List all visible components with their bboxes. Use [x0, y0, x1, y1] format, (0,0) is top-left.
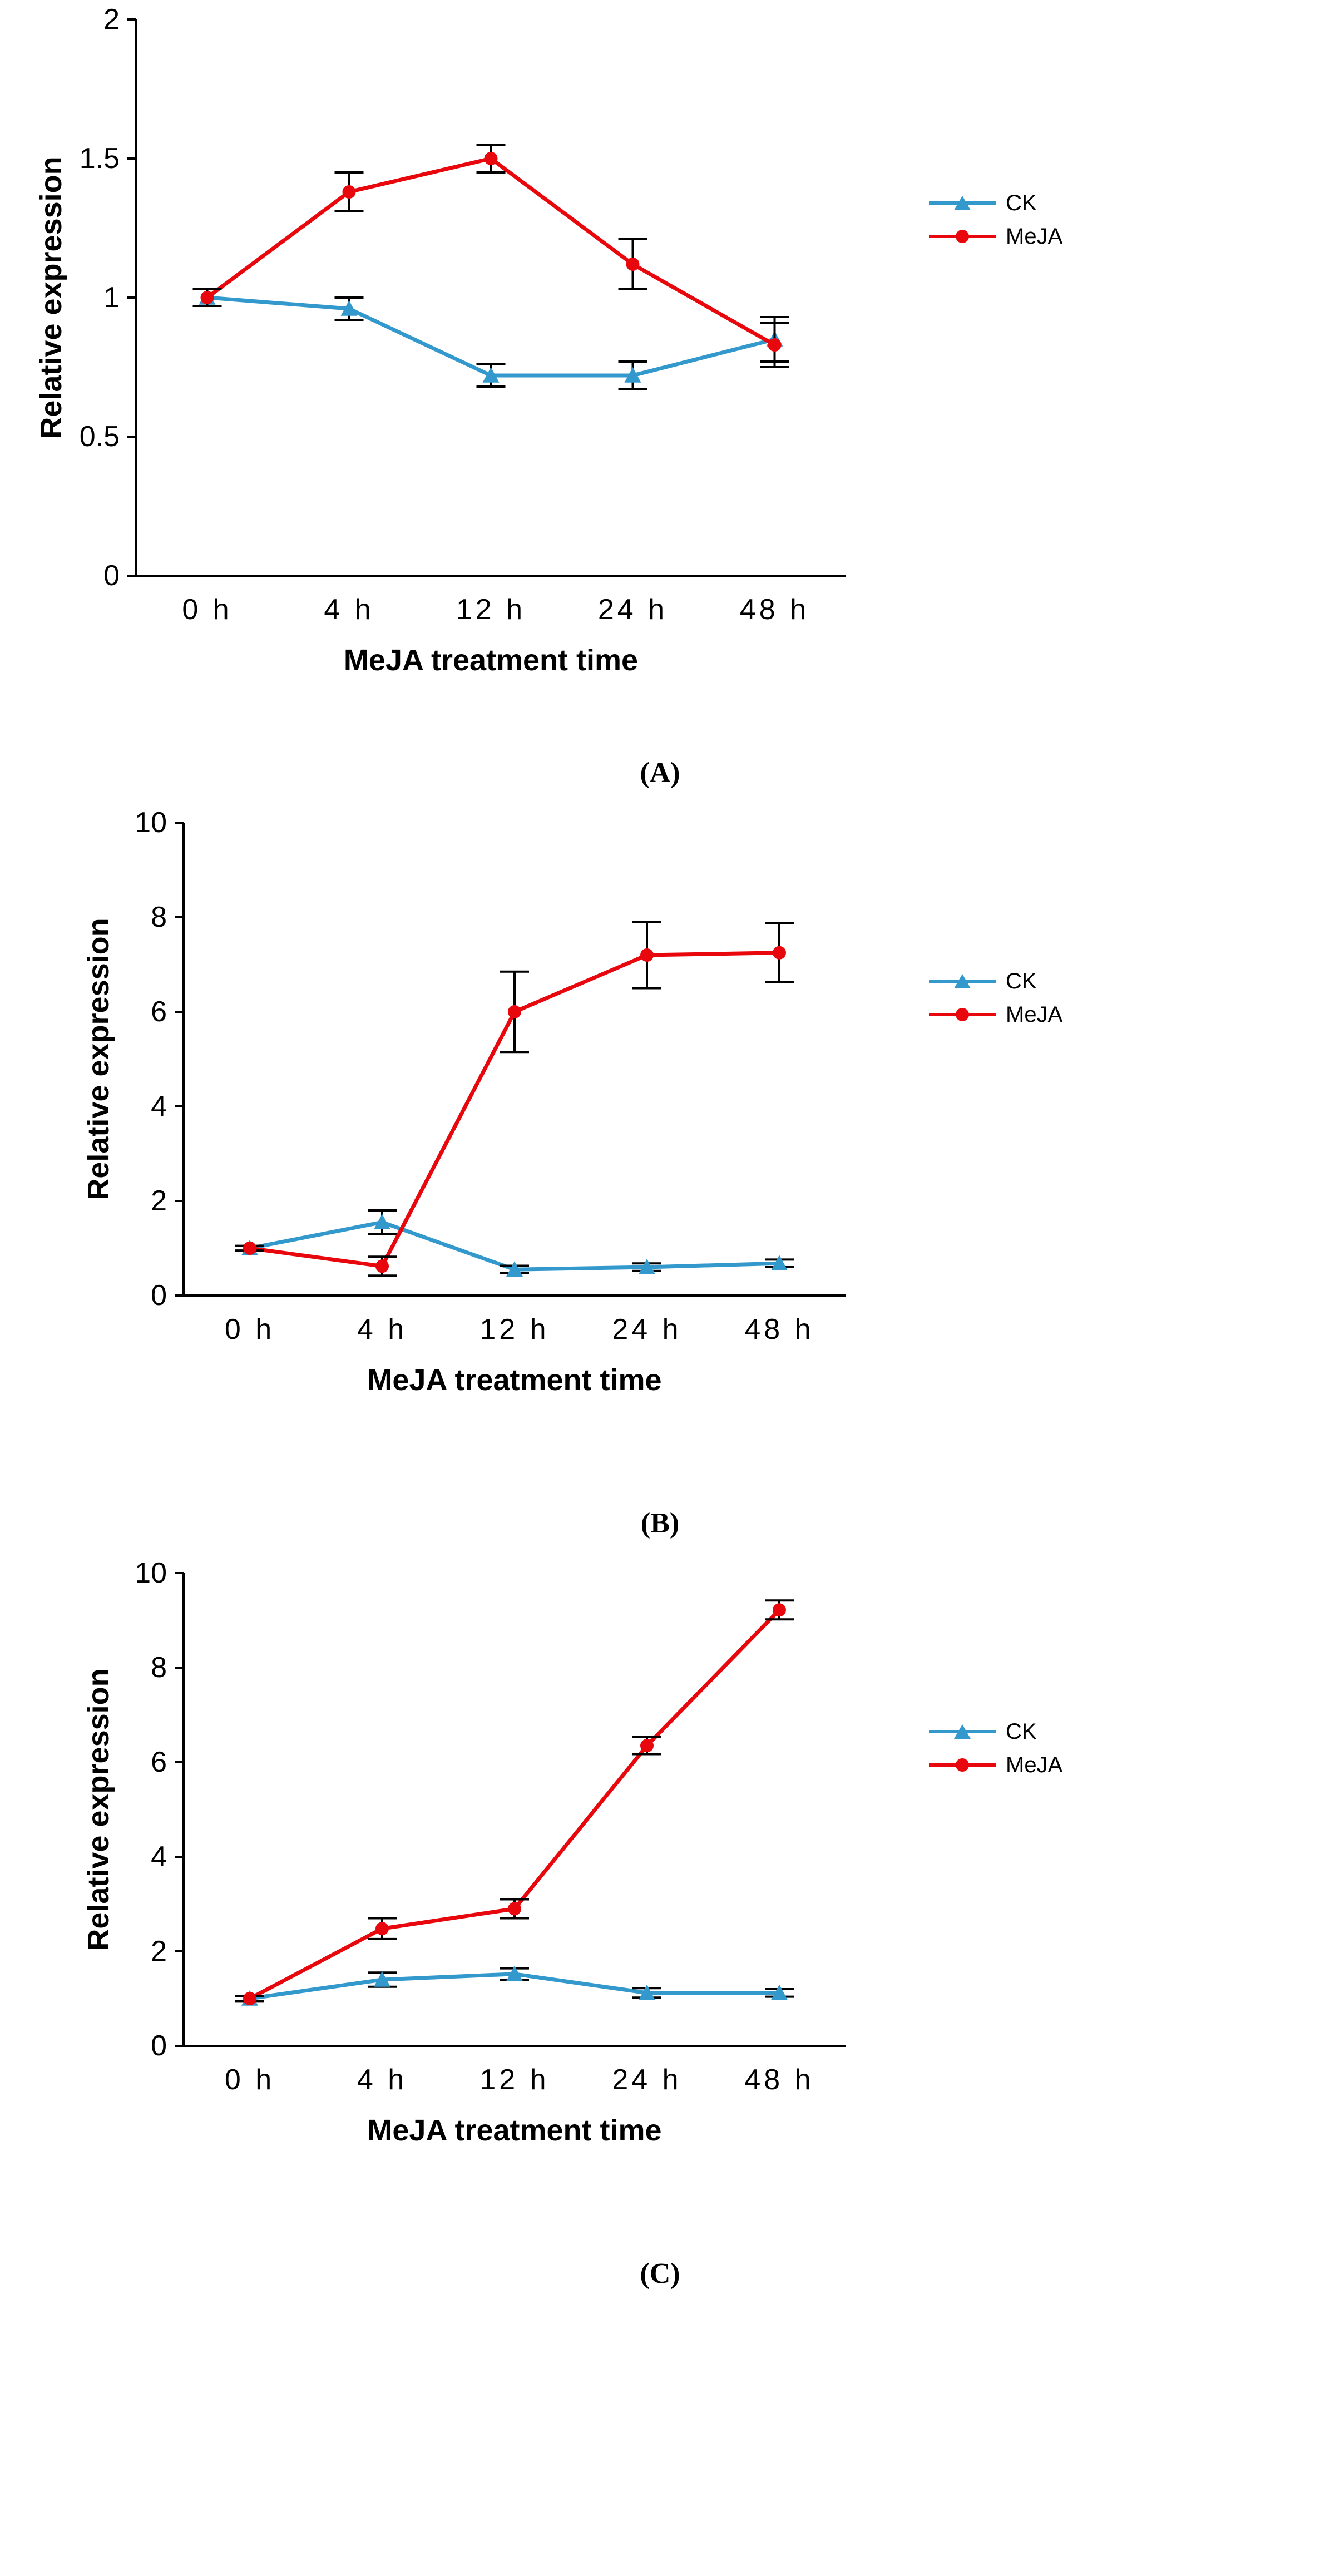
- legend-line-swatch: [929, 235, 996, 238]
- legend-line-swatch: [929, 1013, 996, 1016]
- y-tick-label: 8: [151, 901, 167, 933]
- chart-legend: [929, 965, 1062, 1031]
- x-tick-label: 24 h: [612, 2064, 682, 2096]
- data-point-marker: [626, 258, 640, 271]
- data-point-marker: [508, 1902, 521, 1916]
- data-point-marker: [201, 291, 214, 304]
- axes: [136, 19, 846, 576]
- triangle-marker-icon: [954, 196, 971, 210]
- x-tick-label: 48 h: [744, 1313, 814, 1346]
- y-tick-label: 0.5: [79, 421, 120, 453]
- panel-letter: (C): [640, 2258, 680, 2290]
- x-tick-label: 12 h: [479, 1313, 550, 1346]
- legend-item-ck[interactable]: [929, 186, 1062, 220]
- data-point-marker: [485, 152, 498, 165]
- y-tick-label: 0: [103, 560, 120, 592]
- y-tick-label: 1.5: [79, 142, 120, 175]
- circle-marker-icon: [956, 230, 969, 243]
- legend-label: CK: [1006, 969, 1037, 993]
- triangle-marker-icon: [954, 974, 971, 988]
- data-point-marker: [375, 1922, 389, 1935]
- x-tick-label: 0 h: [224, 1313, 275, 1346]
- circle-marker-icon: [956, 1008, 969, 1021]
- legend-line-swatch: [929, 980, 996, 983]
- data-point-marker: [243, 1242, 256, 1255]
- y-tick-label: 4: [151, 1841, 167, 1873]
- y-axis-title: Relative expression: [82, 918, 115, 1200]
- x-axis-ticks: [225, 2064, 814, 2096]
- legend-label: MeJA: [1006, 1753, 1063, 1777]
- chart-panel-body: [0, 806, 1320, 1507]
- x-axis-title: MeJA treatment time: [367, 2114, 662, 2147]
- line-chart: [0, 1556, 1320, 2257]
- triangle-marker-icon: [954, 1724, 971, 1739]
- y-tick-label: 6: [151, 1746, 167, 1778]
- x-tick-label: 4 h: [324, 594, 374, 626]
- y-tick-label: 10: [135, 807, 167, 839]
- x-tick-label: 24 h: [612, 1313, 682, 1346]
- legend-item-meja[interactable]: [929, 1748, 1062, 1782]
- legend-line-swatch: [929, 1730, 996, 1733]
- chart-legend: [929, 1715, 1062, 1782]
- y-tick-label: 2: [151, 1185, 167, 1217]
- data-point-marker: [375, 1259, 389, 1273]
- chart-panel-body: [0, 0, 1320, 757]
- x-axis-title: MeJA treatment time: [367, 1363, 662, 1397]
- x-tick-label: 0 h: [182, 594, 233, 626]
- y-tick-label: 4: [151, 1090, 167, 1123]
- series-meja: [235, 1600, 794, 2005]
- y-axis-title: Relative expression: [82, 1668, 115, 1951]
- chart-panel-body: [0, 1556, 1320, 2257]
- chart-panel-c: [0, 1556, 1320, 2290]
- legend-label: CK: [1006, 191, 1037, 215]
- y-axis-ticks: [135, 1557, 184, 2062]
- legend-item-meja[interactable]: [929, 998, 1062, 1031]
- chart-legend: [929, 186, 1062, 253]
- legend-label: MeJA: [1006, 224, 1063, 249]
- circle-marker-icon: [956, 1758, 969, 1772]
- y-tick-label: 2: [151, 1935, 167, 1967]
- y-tick-label: 0: [151, 2030, 167, 2062]
- data-point-marker: [508, 1005, 521, 1018]
- data-point-marker: [640, 1739, 654, 1752]
- data-point-marker: [768, 338, 782, 352]
- y-axis-ticks: [80, 3, 136, 592]
- x-tick-label: 48 h: [739, 594, 810, 626]
- axes: [184, 823, 846, 1296]
- chart-panel-a: [0, 0, 1320, 789]
- y-tick-label: 1: [103, 281, 120, 314]
- data-point-marker: [343, 185, 356, 199]
- data-point-marker: [640, 948, 654, 962]
- x-tick-label: 24 h: [597, 594, 668, 626]
- x-tick-label: 0 h: [224, 2064, 275, 2096]
- legend-item-ck[interactable]: [929, 1715, 1062, 1748]
- y-axis-title: Relative expression: [34, 156, 68, 439]
- legend-line-swatch: [929, 1763, 996, 1767]
- legend-line-swatch: [929, 201, 996, 205]
- series-meja: [235, 922, 794, 1276]
- x-axis-title: MeJA treatment time: [343, 644, 639, 677]
- data-point-marker: [243, 1992, 256, 2005]
- x-tick-label: 4 h: [357, 2064, 408, 2096]
- x-tick-label: 48 h: [744, 2064, 814, 2096]
- data-point-marker: [773, 946, 786, 960]
- line-chart: [0, 806, 1320, 1507]
- panel-letter: (A): [640, 757, 680, 789]
- data-point-marker: [773, 1603, 786, 1616]
- chart-panel-b: [0, 806, 1320, 1540]
- x-tick-label: 12 h: [456, 594, 526, 626]
- x-tick-label: 4 h: [357, 1313, 408, 1346]
- y-tick-label: 0: [151, 1279, 167, 1312]
- y-tick-label: 6: [151, 996, 167, 1028]
- x-axis-ticks: [182, 594, 809, 626]
- panel-letter: (B): [640, 1507, 680, 1539]
- legend-label: CK: [1006, 1719, 1037, 1744]
- series-ck: [235, 1966, 794, 2006]
- x-tick-label: 12 h: [479, 2064, 550, 2096]
- y-tick-label: 8: [151, 1652, 167, 1684]
- x-axis-ticks: [225, 1313, 814, 1346]
- y-axis-ticks: [135, 807, 184, 1312]
- y-tick-label: 2: [103, 3, 120, 36]
- legend-label: MeJA: [1006, 1002, 1063, 1027]
- y-tick-label: 10: [135, 1557, 167, 1589]
- series-ck: [235, 1210, 794, 1277]
- legend-item-ck[interactable]: [929, 965, 1062, 998]
- legend-item-meja[interactable]: [929, 220, 1062, 253]
- line-chart: [0, 0, 1320, 757]
- series-meja: [193, 145, 789, 367]
